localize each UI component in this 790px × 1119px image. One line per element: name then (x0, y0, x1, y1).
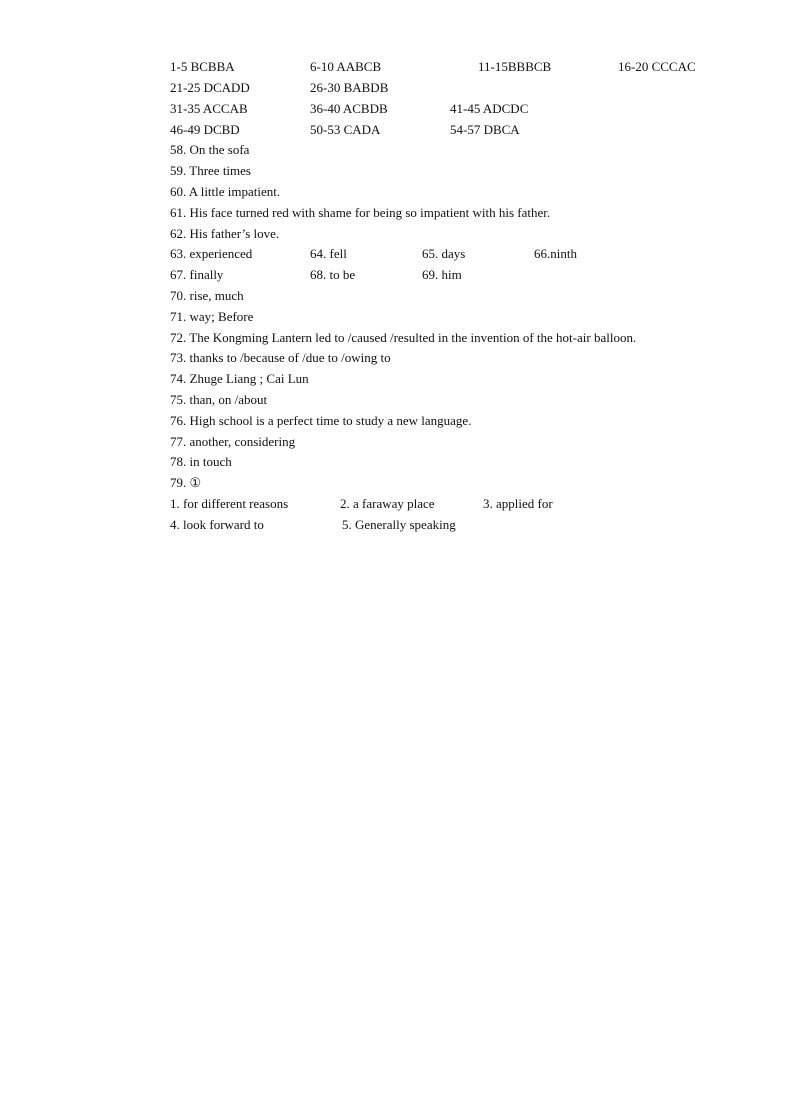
answer-62: 62. His father’s love. (170, 226, 280, 241)
answer-79-5: 5. Generally speaking (342, 517, 456, 532)
answer-6-10: 6-10 AABCB (310, 59, 382, 74)
answer-31-35: 31-35 ACCAB (170, 101, 248, 116)
answer-36-40: 36-40 ACBDB (310, 101, 388, 116)
answer-66: 66.ninth (534, 246, 577, 261)
answer-54-57: 54-57 DBCA (450, 122, 520, 137)
answer-59: 59. Three times (170, 163, 251, 178)
answer-79-1: 1. for different reasons (170, 496, 289, 511)
answer-50-53: 50-53 CADA (310, 122, 381, 137)
answer-69: 69. him (422, 267, 462, 282)
answer-79-2: 2. a faraway place (340, 496, 435, 511)
answer-76: 76. High school is a perfect time to study a new language. (170, 413, 472, 428)
answer-65: 65. days (422, 246, 466, 261)
answer-67: 67. finally (170, 267, 224, 282)
answer-11-15: 11-15BBBCB (478, 59, 552, 74)
answer-79: 79. ① (170, 475, 202, 490)
answer-77: 77. another, considering (170, 434, 296, 449)
answer-46-49: 46-49 DCBD (170, 122, 240, 137)
answer-71: 71. way; Before (170, 309, 254, 324)
answer-1-5: 1-5 BCBBA (170, 59, 235, 74)
answer-60: 60. A little impatient. (170, 184, 281, 199)
answer-61: 61. His face turned red with shame for being so impatient with his father. (170, 205, 551, 220)
answer-74: 74. Zhuge Liang ; Cai Lun (170, 371, 309, 386)
answer-58: 58. On the sofa (170, 142, 250, 157)
answer-75: 75. than, on /about (170, 392, 268, 407)
answer-64: 64. fell (310, 246, 347, 261)
answer-72: 72. The Kongming Lantern led to /caused /resulted in the invention of the hot-air balloon. (170, 330, 637, 345)
answer-70: 70. rise, much (170, 288, 244, 303)
answer-16-20: 16-20 CCCAC (618, 59, 696, 74)
answer-21-25: 21-25 DCADD (170, 80, 250, 95)
answer-73: 73. thanks to /because of /due to /owing to (170, 350, 391, 365)
answer-79-3: 3. applied for (483, 496, 553, 511)
answer-63: 63. experienced (170, 246, 253, 261)
answer-41-45: 41-45 ADCDC (450, 101, 529, 116)
answer-26-30: 26-30 BABDB (310, 80, 389, 95)
answer-79-4: 4. look forward to (170, 517, 264, 532)
answer-68: 68. to be (310, 267, 356, 282)
answer-78: 78. in touch (170, 454, 232, 469)
